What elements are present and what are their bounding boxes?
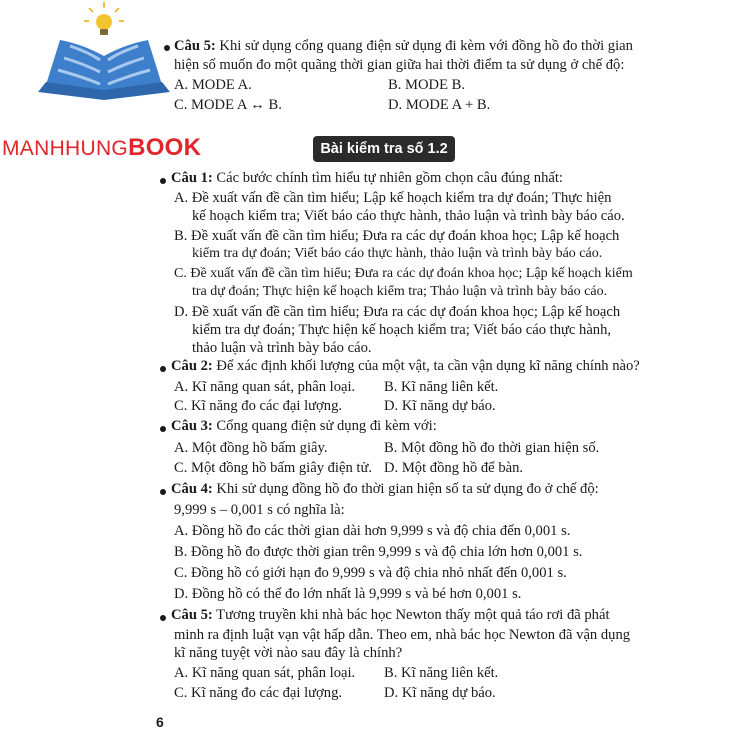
- question-text-cont: 9,999 s – 0,001 s có nghĩa là:: [174, 502, 345, 518]
- question-label: Câu 3:: [171, 418, 213, 434]
- question-label: Câu 5:: [174, 38, 216, 54]
- question-text: Các bước chính tìm hiểu tự nhiên gồm chọn câu đúng nhất:: [212, 170, 563, 186]
- question-text: Khi sử dụng cổng quang điện sử dụng đi kèm với đồng hồ đo thời gian: [215, 38, 633, 54]
- answer-a: A. Đề xuất vấn đề cần tìm hiểu; Lập kế hoạch kiểm tra dự đoán; Thực hiện: [174, 190, 612, 206]
- bullet-icon: [160, 615, 166, 621]
- answer-d: D. Đề xuất vấn đề cần tìm hiểu; Đưa ra các dự đoán khoa học; Lập kế hoạch: [174, 304, 621, 320]
- question-text: Khi sử dụng đồng hồ đo thời gian hiện số ta sử dụng đo ở chế độ:: [212, 481, 599, 497]
- answer-d: D. Kĩ năng dự báo.: [384, 398, 496, 414]
- bullet-icon: [160, 489, 166, 495]
- question-label: Câu 5:: [171, 607, 213, 623]
- question-line: [171, 358, 640, 375]
- answer-d: D. Kĩ năng dự báo.: [384, 685, 496, 701]
- question-text: Để xác định khối lượng của một vật, ta cần vận dụng kĩ năng chính nào?: [212, 358, 640, 374]
- answer-d: D. Đồng hồ có thể đo lớn nhất là 9,999 s và bé hơn 0,001 s.: [174, 586, 522, 602]
- answer-d: D. MODE A + B.: [388, 97, 491, 113]
- question-text-cont2: kĩ năng tuyệt vời nào sau đây là chính?: [174, 645, 403, 661]
- question-label: Câu 1:: [171, 170, 213, 186]
- question-line: [171, 418, 437, 435]
- answer-b: B. Đề xuất vấn đề cần tìm hiểu; Đưa ra các dự đoán khoa học; Lập kế hoạch: [174, 228, 620, 244]
- bullet-icon: [160, 366, 166, 372]
- answer-a: A. Đồng hồ đo các thời gian dài hơn 9,999 s và độ chia đến 0,001 s.: [174, 523, 571, 539]
- question-label: Câu 2:: [171, 358, 213, 374]
- answer-d-cont2: thảo luận và trình bày báo cáo.: [192, 340, 372, 356]
- question-line: [171, 170, 563, 187]
- answer-c: C. Đồng hồ có giới hạn đo 9,999 s và độ chia nhỏ nhất đến 0,001 s.: [174, 565, 567, 581]
- question-line: [174, 38, 633, 55]
- brand-name-part1: MANHHUNG: [2, 137, 129, 160]
- answer-c: C. Kĩ năng đo các đại lượng.: [174, 685, 343, 701]
- answer-c-cont: tra dự đoán; Thực hiện kế hoạch kiểm tra; Thảo luận và trình bày báo cáo.: [192, 284, 608, 299]
- bullet-icon: [160, 178, 166, 184]
- answer-a-cont: kế hoạch kiểm tra; Viết báo cáo thực hành, thảo luận và trình bày báo cáo.: [192, 208, 625, 224]
- brand-name-part2: BOOK: [128, 134, 202, 161]
- answer-b: B. Một đồng hồ đo thời gian hiện số.: [384, 440, 600, 456]
- bullet-icon: [164, 45, 170, 51]
- answer-a: A. MODE A.: [174, 77, 252, 93]
- answer-b: B. Kĩ năng liên kết.: [384, 379, 499, 395]
- answer-b: B. Đồng hồ đo được thời gian trên 9,999 s và độ chia lớn hơn 0,001 s.: [174, 544, 583, 560]
- brand-name: [2, 134, 201, 162]
- answer-b-cont: kiểm tra dự đoán; Viết báo cáo thực hành, thảo luận và trình bày báo cáo.: [192, 246, 603, 261]
- answer-c: C. Kĩ năng đo các đại lượng.: [174, 398, 343, 414]
- answer-a: A. Kĩ năng quan sát, phân loại.: [174, 379, 356, 395]
- question-label: Câu 4:: [171, 481, 213, 497]
- answer-a: A. Một đồng hồ bấm giây.: [174, 440, 328, 456]
- question-text-cont: hiện số muốn đo một quãng thời gian giữa hai thời điểm ta sử dụng ở chế độ:: [174, 57, 625, 73]
- question-line: [171, 481, 599, 498]
- answer-b: B. MODE B.: [388, 77, 466, 93]
- answer-c: C. Một đồng hồ bấm giây điện tử.: [174, 460, 373, 476]
- answer-c: C. Đề xuất vấn đề cần tìm hiểu; Đưa ra các dự đoán khoa học; Lập kế hoạch kiểm: [174, 266, 633, 281]
- bullet-icon: [160, 426, 166, 432]
- question-text-cont: minh ra định luật vạn vật hấp dẫn. Theo em, nhà bác học Newton đã vận dụng: [174, 627, 631, 643]
- test-title-banner: Bài kiểm tra số 1.2: [313, 136, 455, 162]
- question-text: Tương truyền khi nhà bác học Newton thấy một quả táo rơi đã phát: [212, 607, 610, 623]
- page-number: 6: [156, 714, 164, 730]
- answer-c: C. MODE A ↔ B.: [174, 97, 282, 113]
- question-text: Cổng quang điện sử dụng đi kèm với:: [212, 418, 437, 434]
- answer-d-cont: kiểm tra dự đoán; Thực hiện kế hoạch kiểm tra; Viết báo cáo thực hành,: [192, 322, 612, 338]
- answer-d: D. Một đồng hồ để bàn.: [384, 460, 524, 476]
- question-line: [171, 607, 610, 624]
- answer-a: A. Kĩ năng quan sát, phân loại.: [174, 665, 356, 681]
- answer-b: B. Kĩ năng liên kết.: [384, 665, 499, 681]
